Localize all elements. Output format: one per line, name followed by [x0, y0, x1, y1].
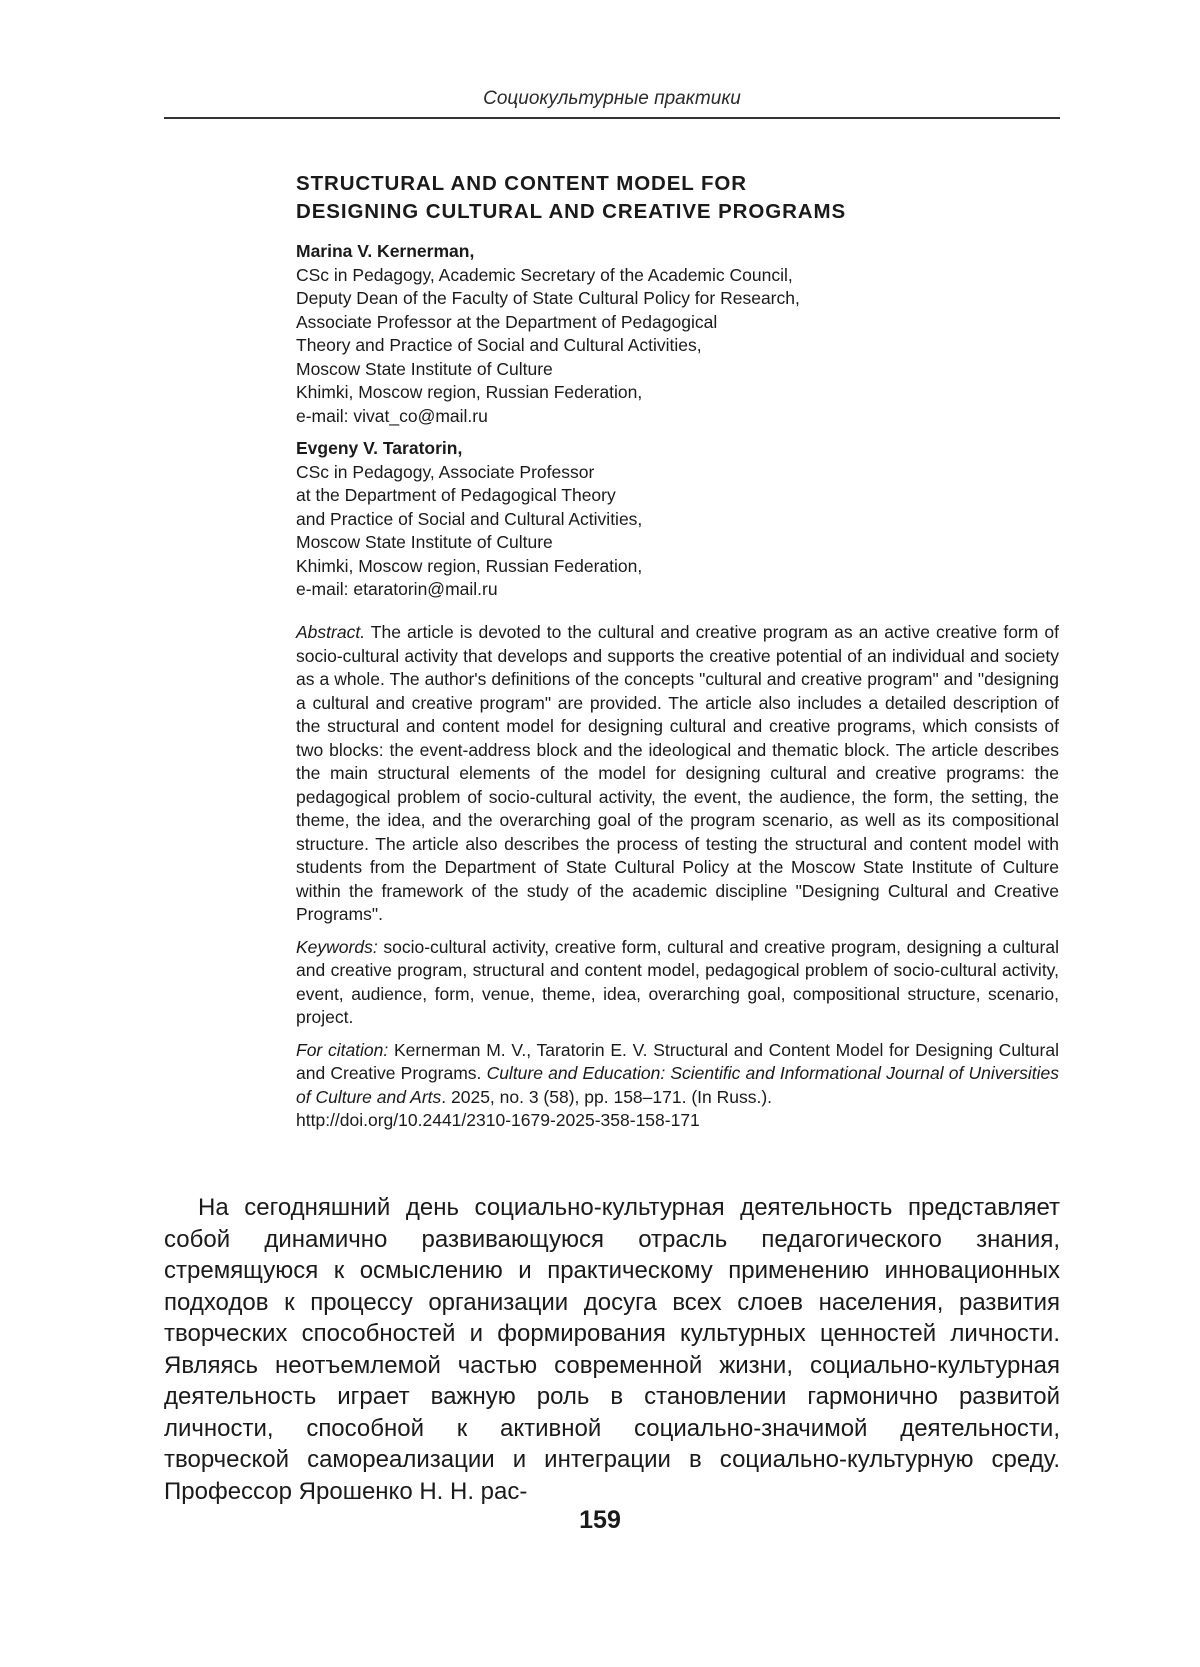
author-affiliation-line: CSc in Pedagogy, Associate Professor: [296, 461, 595, 482]
citation-text: Kernerman M. V., Taratorin E. V. Structural and Content Model for Designing Cultural and Creative Programs.: [296, 1039, 1059, 1083]
doi-link[interactable]: http://doi.org/10.2441/2310-1679-2025-358-158-171: [296, 1110, 700, 1130]
author-name: Evgeny V. Taratorin,: [296, 438, 463, 458]
author-affiliation-line: Moscow State Institute of Culture: [296, 532, 553, 552]
author-email: e-mail: vivat_co@mail.ru: [296, 405, 488, 426]
author-affiliation-line: and Practice of Social and Cultural Activities,: [296, 508, 643, 529]
author-email: e-mail: etaratorin@mail.ru: [296, 579, 498, 599]
author-affiliation-line: Theory and Practice of Social and Cultural Activities,: [296, 335, 702, 355]
abstract-text: The article is devoted to the cultural and creative program as an active creative form of socio-cultural activity that develops and supports the creative potential of an individual and society as a whole. The author's definitions of the concepts "cultural and creative program" and "designing a cultural and creative program" are provided. The article also includes a detailed description of the structural and content model for designing cultural and creative programs, which consists of two blocks: the event-address block and the ideological and thematic block. The article describes the main structural elements of the model for designing cultural and creative programs: the pedagogical problem of socio-cultural activity, the event, the audience, the form, the setting, the theme, the idea, and the overarching goal of the program scenario, as well as its compositional structure. The article also describes the process of testing the structural and content model with students from the Department of State Cultural Policy at the Moscow State Institute of Culture within the framework of the study of the academic discipline "Designing Cultural and Creative Programs".: [296, 622, 1059, 924]
citation-paragraph: [296, 1039, 1059, 1133]
abstract-paragraph: [296, 621, 1059, 927]
citation-details: . 2025, no. 3 (58), pp. 158–171. (In Russ.).: [441, 1086, 773, 1107]
article-title-line-2: DESIGNING CULTURAL AND CREATIVE PROGRAMS: [296, 200, 847, 223]
author-affiliation-line: at the Department of Pedagogical Theory: [296, 485, 616, 505]
running-header: Социокультурные практики: [483, 88, 741, 109]
abstract-section: [296, 621, 1059, 1133]
author-name: Marina V. Kernerman,: [296, 241, 475, 261]
author-affiliation-line: Khimki, Moscow region, Russian Federation,: [296, 555, 643, 576]
author-block-taratorin: [296, 437, 1059, 602]
article-header: [296, 170, 1059, 602]
citation-journal: Culture and Education: Scientific and Informational Journal of Universities of Culture and Arts: [296, 1063, 1059, 1107]
page-number: 159: [579, 1506, 621, 1534]
author-affiliation-line: Deputy Dean of the Faculty of State Cultural Policy for Research,: [296, 288, 800, 308]
keywords-text: socio-cultural activity, creative form, cultural and creative program, designing a cultural and creative program, structural and content model, pedagogical problem of socio-cultural activity, event, audience, form, venue, theme, idea, overarching goal, compositional structure, scenario, project.: [296, 936, 1059, 1027]
header-rule: [164, 117, 1060, 119]
author-block-kernerman: [296, 240, 1059, 428]
keywords-paragraph: [296, 936, 1059, 1030]
author-affiliation-line: Khimki, Moscow region, Russian Federation,: [296, 382, 643, 402]
author-affiliation-line: Associate Professor at the Department of Pedagogical: [296, 311, 718, 332]
author-affiliation-line: CSc in Pedagogy, Academic Secretary of the Academic Council,: [296, 264, 793, 285]
author-affiliation-line: Moscow State Institute of Culture: [296, 358, 553, 379]
citation-label: For citation:: [296, 1039, 389, 1060]
article-title-line-1: STRUCTURAL AND CONTENT MODEL FOR: [296, 172, 747, 195]
keywords-label: Keywords:: [296, 936, 378, 957]
body-paragraph: На сегодняшний день социально-культурная деятельность представляет собой динамично развивающуюся отрасль педагогического знания, стремящуюся к осмыслению и практическому применению инновационных подходов к процессу организации досуга всех слоев населения, развития творческих способностей и формирования культурных ценностей личности. Являясь неотъемлемой частью современной жизни, социально-культурная деятельность играет важную роль в становлении гармонично развитой личности, способной к активной социально-значимой деятельности, творческой самореализации и интеграции в социально-культурную среду. Профессор Ярошенко Н. Н. рас-: [164, 1194, 1060, 1505]
abstract-label: Abstract.: [296, 622, 366, 642]
